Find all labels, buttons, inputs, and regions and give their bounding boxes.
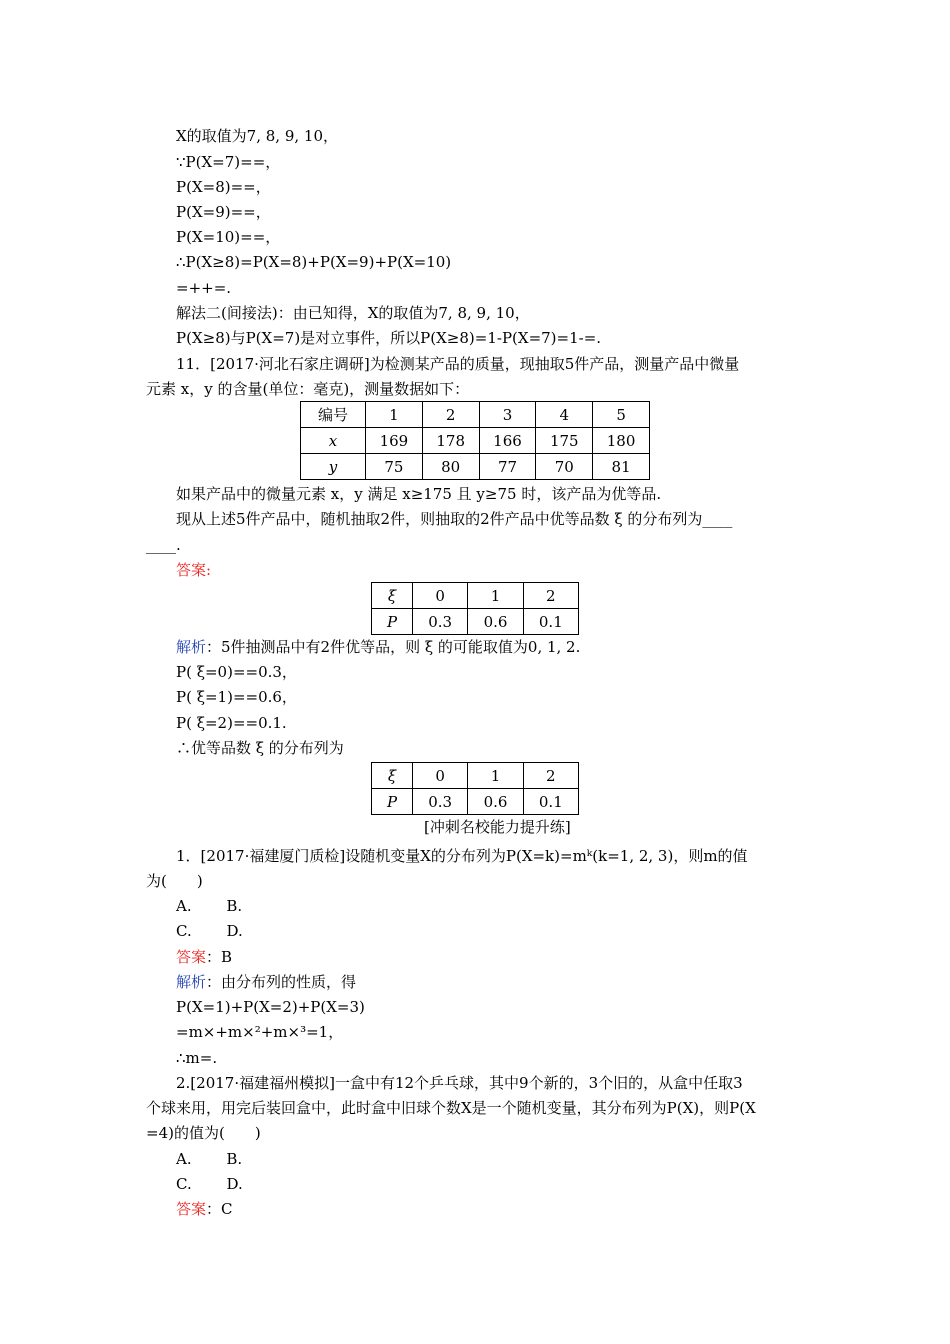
- table-cell: 5: [593, 402, 650, 428]
- table-cell: 178: [422, 428, 479, 454]
- text-line: P(X≥8)与P(X=7)是对立事件，所以P(X≥8)=1-P(X=7)=1-=.: [176, 329, 602, 347]
- table-cell: 2: [523, 763, 578, 789]
- distribution-table-repeat: [371, 762, 579, 815]
- table-cell: 1: [366, 402, 423, 428]
- table-cell: 1: [468, 583, 523, 609]
- analysis-label: 解析: [176, 973, 207, 991]
- text-line: P(X=1)+P(X=2)+P(X=3): [176, 998, 365, 1016]
- table-cell: 80: [422, 454, 479, 480]
- answer-line: [176, 948, 232, 966]
- table-row: [372, 583, 579, 609]
- table-cell: 2: [422, 402, 479, 428]
- section-title: [冲刺名校能力提升练]: [424, 818, 571, 836]
- question-11-line: 现从上述5件产品中，随机抽取2件，则抽取的2件产品中优等品数 ξ 的分布列为____: [176, 510, 733, 528]
- text-line: =m×+m×²+m×³=1，: [176, 1023, 344, 1041]
- analysis-label: 解析: [176, 638, 207, 656]
- table-cell: 0.1: [523, 609, 578, 635]
- answer-label: 答案: [176, 1200, 207, 1218]
- problem-2-line: =4)的值为( ): [146, 1124, 261, 1142]
- option-line: A. B.: [176, 897, 243, 915]
- table-cell: 81: [593, 454, 650, 480]
- text-line: =++=.: [176, 279, 232, 297]
- table-cell: 2: [523, 583, 578, 609]
- table-cell: 77: [479, 454, 536, 480]
- table-row: [372, 789, 579, 815]
- table-cell: 70: [536, 454, 593, 480]
- analysis-line: [176, 638, 580, 656]
- analysis-line: [176, 973, 356, 991]
- text-line: 解法二(间接法)：由已知得，X的取值为7, 8, 9, 10，: [176, 304, 530, 322]
- problem-1-line: 1．[2017·福建厦门质检]设随机变量X的分布列为P(X=k)=mᵏ(k=1, 2, 3)，则m的值: [176, 847, 748, 865]
- problem-2-line: 个球来用，用完后装回盒中，此时盒中旧球个数X是一个随机变量，其分布列为P(X)，则P(X: [146, 1099, 756, 1117]
- text-line: ∵P(X=7)==，: [176, 153, 281, 171]
- analysis-text: ：由分布列的性质，得: [206, 973, 357, 991]
- text-line: P( ξ=0)==0.3，: [176, 663, 297, 681]
- xy-data-table: [300, 401, 650, 480]
- question-11-line: 如果产品中的微量元素 x，y 满足 x≥175 且 y≥75 时，该产品为优等品.: [176, 485, 662, 503]
- table-cell: ξ: [372, 763, 413, 789]
- table-cell: 180: [593, 428, 650, 454]
- table-cell: 166: [479, 428, 536, 454]
- table-cell: 175: [536, 428, 593, 454]
- table-cell: 4: [536, 402, 593, 428]
- analysis-text: ：5件抽测品中有2件优等品，则 ξ 的可能取值为0, 1, 2.: [206, 638, 581, 656]
- table-cell: x: [301, 428, 366, 454]
- table-row: [301, 428, 650, 454]
- text-line: P( ξ=1)==0.6，: [176, 688, 297, 706]
- table-cell: 编号: [301, 402, 366, 428]
- problem-2-line: 2.[2017·福建福州模拟]一盒中有12个乒乓球，其中9个新的，3个旧的，从盒中任取3: [176, 1074, 743, 1092]
- table-row: [372, 609, 579, 635]
- table-row: [301, 454, 650, 480]
- question-11-line: 元素 x，y 的含量(单位：毫克)，测量数据如下：: [146, 380, 470, 398]
- option-line: A. B.: [176, 1150, 243, 1168]
- question-11-line: ____.: [146, 536, 181, 554]
- answer-label: 答案:: [176, 561, 212, 579]
- problem-1-line: 为( ): [146, 872, 203, 890]
- option-line: C. D.: [176, 1175, 243, 1193]
- table-cell: ξ: [372, 583, 413, 609]
- table-cell: 0.6: [468, 609, 523, 635]
- text-line: ∴优等品数 ξ 的分布列为: [176, 739, 344, 757]
- table-cell: P: [372, 609, 413, 635]
- table-cell: y: [301, 454, 366, 480]
- text-line: P(X=8)==，: [176, 178, 271, 196]
- distribution-table: [371, 582, 579, 635]
- table-row: [372, 763, 579, 789]
- table-cell: 1: [468, 763, 523, 789]
- table-cell: P: [372, 789, 413, 815]
- answer-line: [176, 1200, 233, 1218]
- table-cell: 0: [413, 763, 468, 789]
- text-line: P(X=9)==，: [176, 203, 271, 221]
- table-cell: 0.1: [523, 789, 578, 815]
- answer-text: ：C: [206, 1200, 233, 1218]
- option-line: C. D.: [176, 922, 243, 940]
- table-cell: 0: [413, 583, 468, 609]
- table-cell: 0.6: [468, 789, 523, 815]
- text-line: ∴P(X≥8)=P(X=8)+P(X=9)+P(X=10): [176, 253, 452, 271]
- question-11-line: 11．[2017·河北石家庄调研]为检测某产品的质量，现抽取5件产品，测量产品中微量: [176, 355, 740, 373]
- text-line: X的取值为7, 8, 9, 10，: [176, 127, 339, 145]
- table-cell: 169: [366, 428, 423, 454]
- table-row: [301, 402, 650, 428]
- table-cell: 0.3: [413, 789, 468, 815]
- text-line: ∴m=.: [176, 1049, 218, 1067]
- answer-label: 答案: [176, 948, 207, 966]
- table-cell: 0.3: [413, 609, 468, 635]
- text-line: P(X=10)==，: [176, 228, 281, 246]
- text-line: P( ξ=2)==0.1.: [176, 714, 287, 732]
- table-cell: 3: [479, 402, 536, 428]
- table-cell: 75: [366, 454, 423, 480]
- answer-text: ：B: [206, 948, 233, 966]
